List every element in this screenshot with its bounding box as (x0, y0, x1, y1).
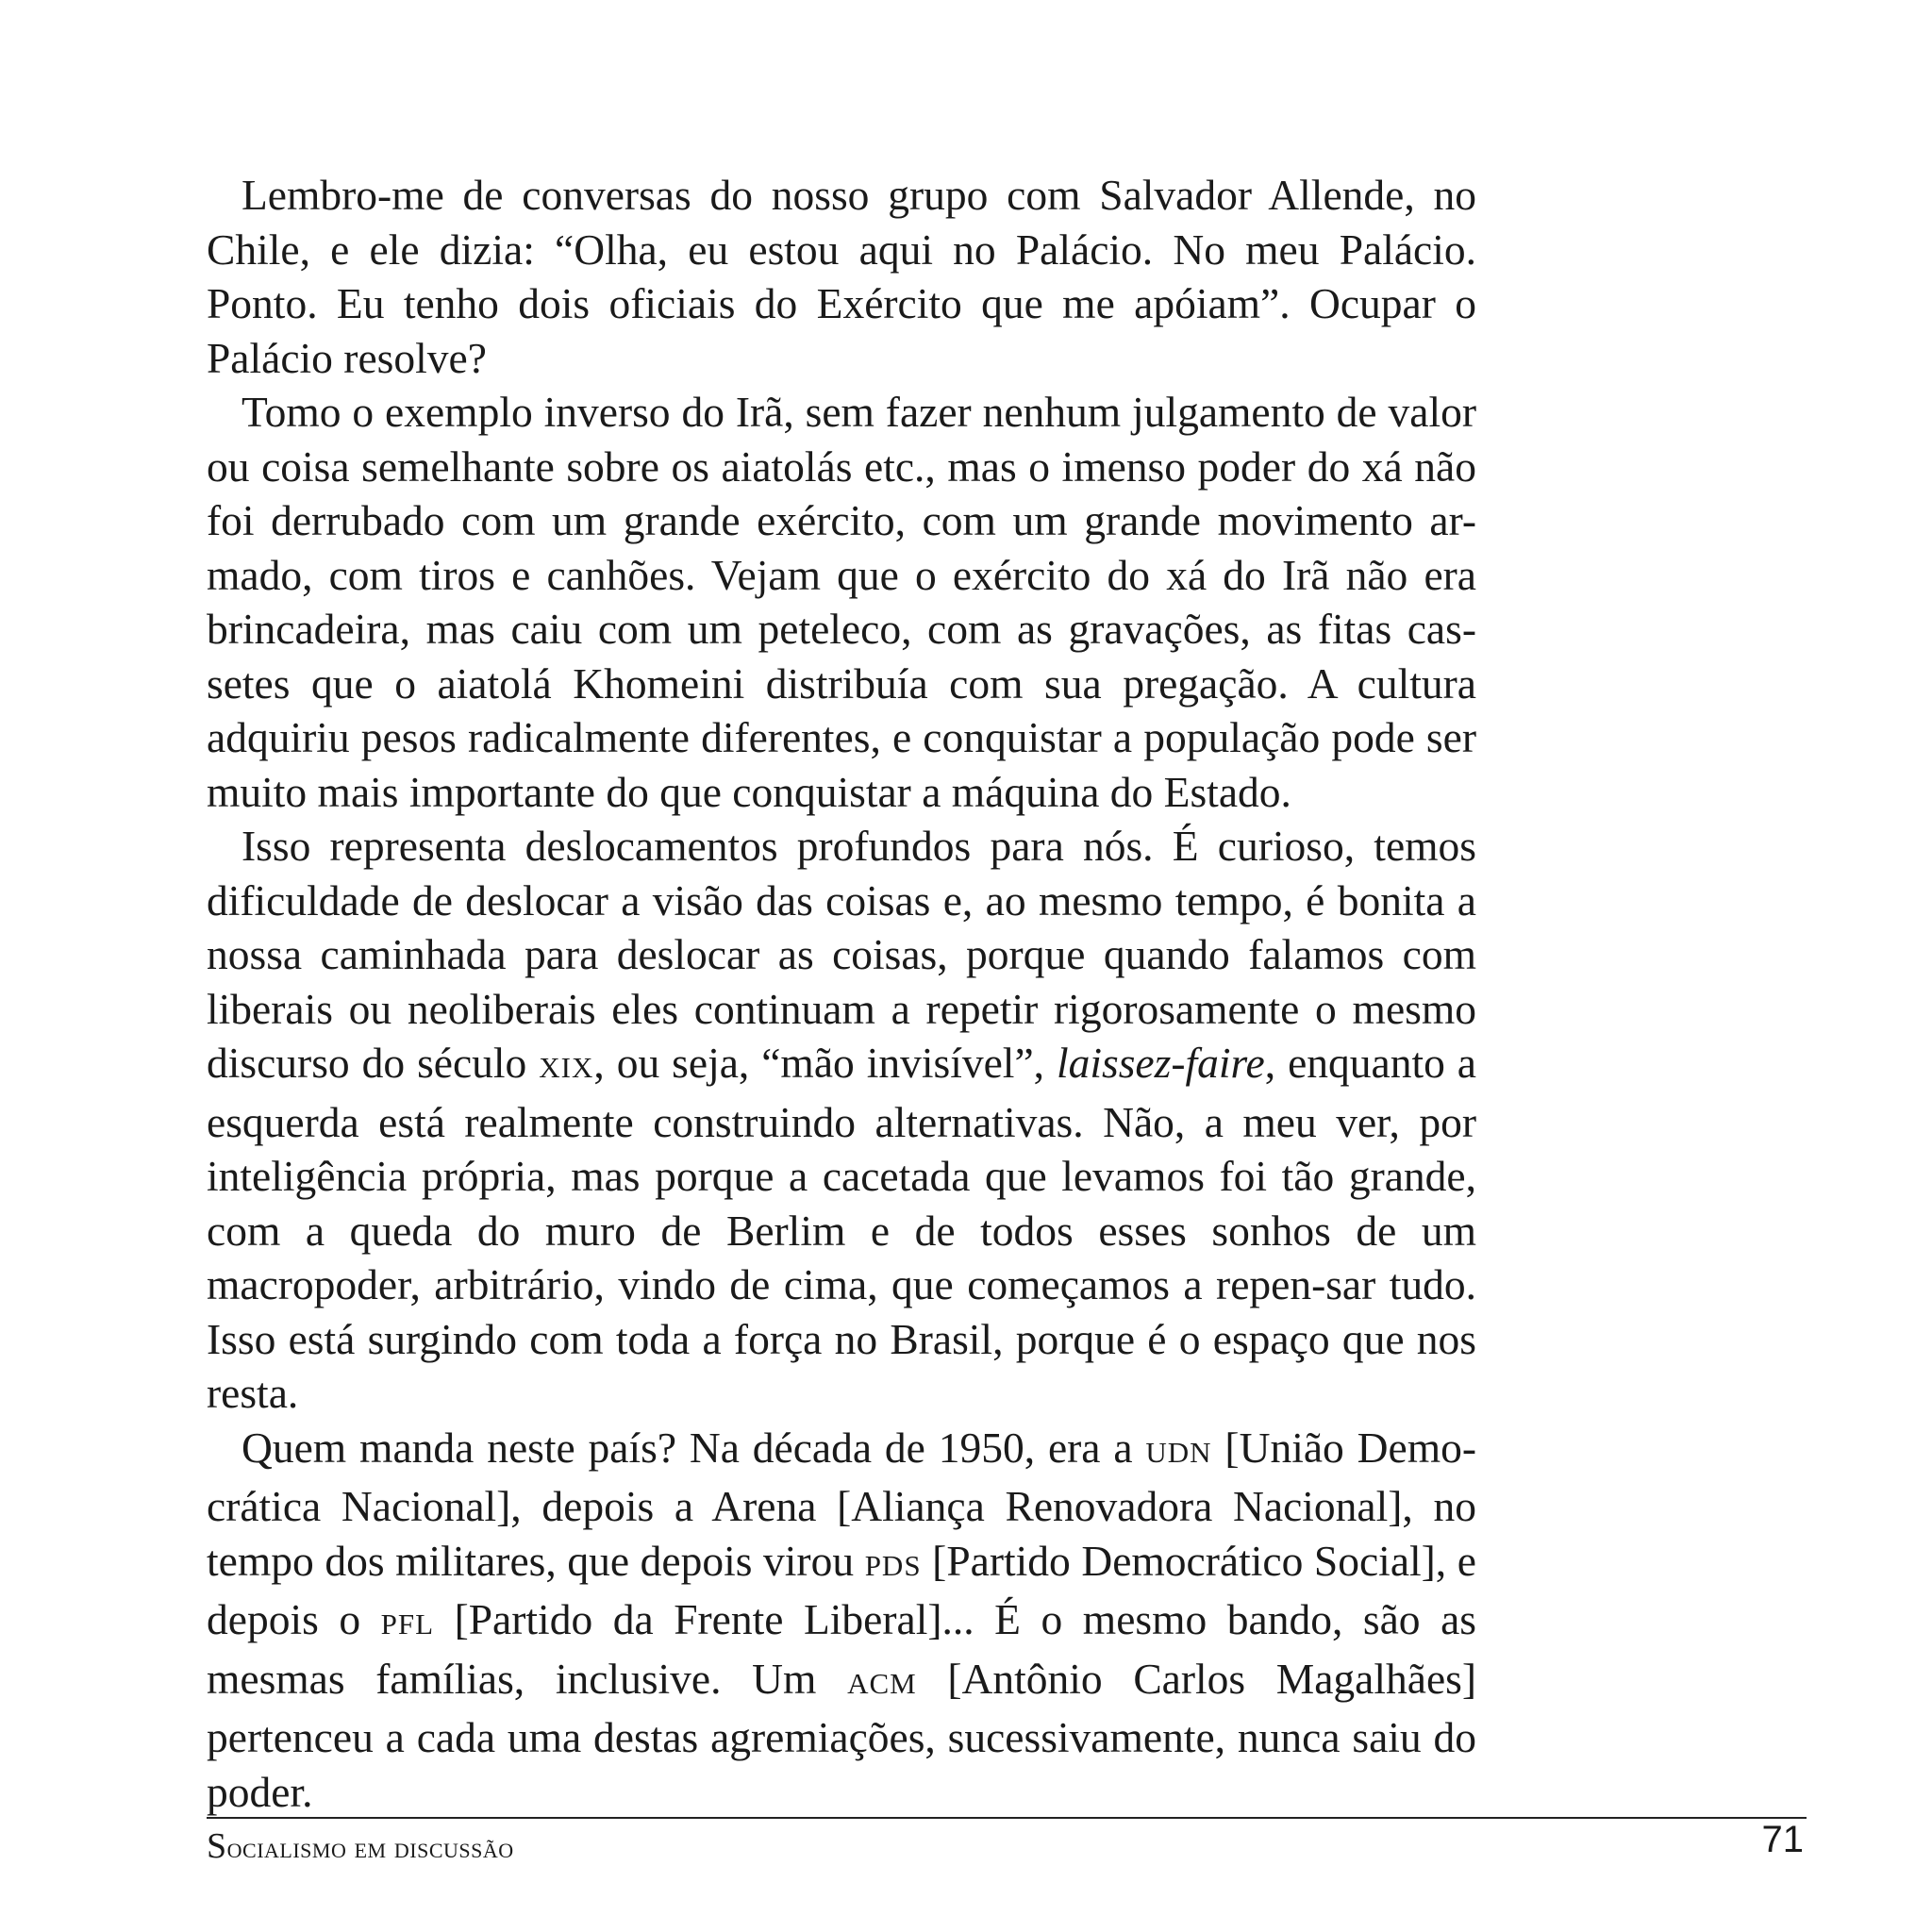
paragraph (207, 1421, 1476, 1820)
small-caps-abbreviation: PFL (380, 1607, 435, 1641)
paragraph-text: , ou seja, “mão invisível”, (593, 1039, 1057, 1087)
paragraph-text: [União Demo-crática Nacional], depois a Arena [Aliança Renovadora Nacional], no tempo dos militares, que depois virou (207, 1423, 1476, 1585)
running-footer-title (207, 1825, 514, 1867)
paragraph-text: [Antônio Carlos Magalhães] pertenceu a cada uma destas agremiações, sucessivamente, nunca saiu do poder. (207, 1654, 1477, 1816)
paragraph (207, 168, 1476, 385)
running-footer-title-initial: S (207, 1826, 227, 1866)
small-caps-abbreviation: ACM (847, 1666, 917, 1700)
paragraph (207, 385, 1476, 819)
paragraph (207, 819, 1476, 1421)
small-caps-abbreviation: PDS (864, 1548, 922, 1582)
italic-text: laissez-faire (1056, 1039, 1265, 1087)
running-footer-title-rest: ocialismo em discussão (226, 1831, 514, 1864)
paragraph-text: Tomo o exemplo inverso do Irã, sem fazer nenhum julgamento de valor ou coisa semelhante sobre os aiatolás etc., mas o imenso poder do xá não foi derrubado com um grande exército, com um grande movimento ar-mado, com tiros e canhões. Vejam que o exército do xá do Irã não era brincadeira, mas caiu com um peteleco, com as gravações, as fitas cas-setes que o aiatolá Khomeini distribuía com sua pregação. A cultura adquiriu pesos radicalmente diferentes, e conquistar a população pode ser muito mais importante do que conquistar a máquina do Estado. (207, 388, 1476, 816)
paragraph-text: Quem manda neste país? Na década de 1950, era a (242, 1423, 1146, 1472)
small-caps-abbreviation: XIX (539, 1051, 594, 1084)
paragraph-text: [Partido Democrático Social], e depois o (207, 1536, 1476, 1643)
footer-rule (207, 1817, 1807, 1819)
paragraph-text: , enquanto a esquerda está realmente construindo alternativas. Não, a meu ver, por inteligência própria, mas porque a cacetada que levamos foi tão grande, com a queda do muro de Berlim e de todos esses sonhos de um macropoder, arbitrário, vindo de cima, que começamos a repen-sar tudo. Isso está surgindo com toda a força no Brasil, porque é o espaço que nos resta. (207, 1039, 1477, 1417)
paragraph-text: [Partido da Frente Liberal]... É o mesmo bando, são as mesmas famílias, inclusive. Um (207, 1595, 1476, 1703)
paragraph-text: Lembro-me de conversas do nosso grupo com Salvador Allende, no Chile, e ele dizia: “Olha, eu estou aqui no Palácio. No meu Palácio. Ponto. Eu tenho dois oficiais do Exército que me apóiam”. Ocupar o Palácio resolve? (207, 171, 1476, 382)
small-caps-abbreviation: UDN (1145, 1435, 1212, 1469)
page-body (207, 168, 1476, 1819)
paragraph-text: Isso representa deslocamentos profundos para nós. É curioso, temos dificuldade de deslocar a visão das coisas e, ao mesmo tempo, é bonita a nossa caminhada para deslocar as coisas, porque quando falamos com liberais ou neoliberais eles continuam a repetir rigorosamente o mesmo discurso do século (207, 822, 1476, 1087)
page-number: 71 (1761, 1819, 1804, 1860)
